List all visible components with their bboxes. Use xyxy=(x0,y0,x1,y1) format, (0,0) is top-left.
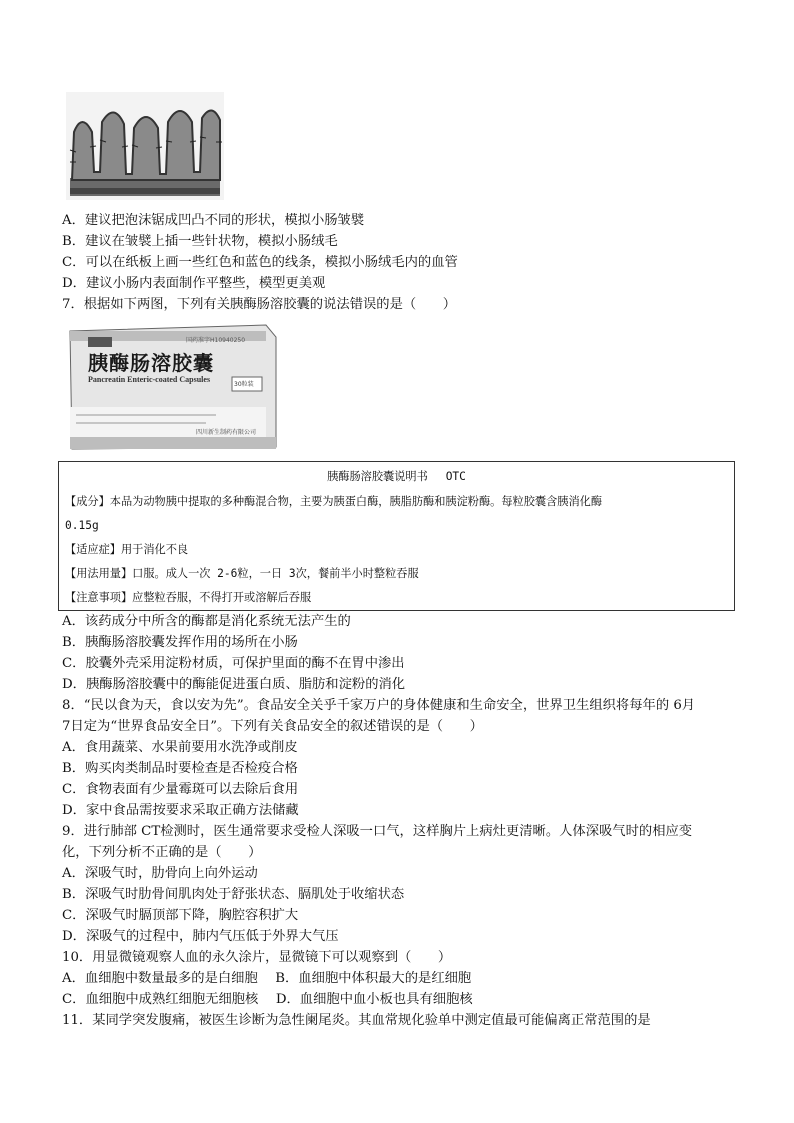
instructions-ingredients: 【成分】本品为动物胰中提取的多种酶混合物，主要为胰蛋白酶，胰脂肪酶和胰淀粉酶。每粒胶囊含胰消化酶 xyxy=(65,495,603,508)
q8-option-a: A．食用蔬菜、水果前要用水洗净或削皮 xyxy=(62,740,298,755)
q10-options-ab: A．血细胞中数量最多的是白细胞 B．血细胞中体积最大的是红细胞 xyxy=(62,971,472,986)
q9-stem-line-2: 化，下列分析不正确的是（ ） xyxy=(62,845,262,860)
q10-stem: 10．用显微镜观察人血的永久涂片，显微镜下可以观察到（ ） xyxy=(62,950,452,965)
q7-stem: 7．根据如下两图，下列有关胰酶肠溶胶囊的说法错误的是（ ） xyxy=(62,297,457,312)
q9-option-b: B．深吸气时肋骨间肌肉处于舒张状态、膈肌处于收缩状态 xyxy=(62,887,405,902)
instructions-indication: 【适应症】用于消化不良 xyxy=(65,543,189,556)
q8-stem-line-2: 7日定为“世界食品安全日”。下列有关食品安全的叙述错误的是（ ） xyxy=(62,719,483,734)
q8-option-d: D．家中食品需按要求采取正确方法储藏 xyxy=(62,803,299,818)
instructions-title: 胰酶肠溶胶囊说明书 OTC xyxy=(327,470,466,483)
q6-option-b: B．建议在皱襞上插一些针状物，模拟小肠绒毛 xyxy=(62,234,338,249)
q6-option-c: C．可以在纸板上画一些红色和蓝色的线条，模拟小肠绒毛内的血管 xyxy=(62,255,458,270)
q7-option-c: C．胶囊外壳采用淀粉材质，可保护里面的酶不在胃中渗出 xyxy=(62,656,405,671)
q7-option-a: A．该药成分中所含的酶都是消化系统无法产生的 xyxy=(62,614,351,629)
box-count-label: 30粒装 xyxy=(234,381,254,388)
q7-option-d: D．胰酶肠溶胶囊中的酶能促进蛋白质、脂肪和淀粉的消化 xyxy=(62,677,406,692)
q9-option-d: D．深吸气的过程中，肺内气压低于外界大气压 xyxy=(62,929,339,944)
q6-option-d: D．建议小肠内表面制作平整些，模型更美观 xyxy=(62,276,326,291)
q11-stem: 11．某同学突发腹痛，被医生诊断为急性阑尾炎。其血常规化验单中测定值最可能偏离正常范围的是 xyxy=(62,1013,651,1028)
instructions-dose-amount: 0.15g xyxy=(65,519,99,532)
q6-option-a: A．建议把泡沫锯成凹凸不同的形状，模拟小肠皱襞 xyxy=(62,213,365,228)
medicine-instructions-box xyxy=(58,461,735,611)
q8-stem-line-1: 8．“民以食为天，食以安为先”。食品安全关乎千家万户的身体健康和生命安全，世界卫生组织将每年的 6月 xyxy=(62,698,696,713)
q8-option-c: C．食物表面有少量霉斑可以去除后食用 xyxy=(62,782,299,797)
q9-stem-line-1: 9．进行肺部 CT检测时，医生通常要求受检人深吸一口气，这样胸片上病灶更清晰。人体深吸气时的相应变 xyxy=(62,824,693,839)
q7-option-b: B．胰酶肠溶胶囊发挥作用的场所在小肠 xyxy=(62,635,298,650)
medicine-box-image xyxy=(66,323,278,451)
box-product-name: 胰酶肠溶胶囊 xyxy=(88,351,214,375)
q10-options-cd: C．血细胞中成熟红细胞无细胞核 D．血细胞中血小板也具有细胞核 xyxy=(62,992,473,1007)
box-approval-number: 国药准字H10940250 xyxy=(186,337,246,344)
q9-option-c: C．深吸气时膈顶部下降，胸腔容积扩大 xyxy=(62,908,299,923)
q9-option-a: A．深吸气时，肋骨向上向外运动 xyxy=(62,866,258,881)
box-product-english: Pancreatin Enteric-coated Capsules xyxy=(88,375,211,384)
box-manufacturer: 四川新生制药有限公司 xyxy=(196,429,257,436)
q8-option-b: B．购买肉类制品时要检查是否检疫合格 xyxy=(62,761,298,776)
instructions-usage: 【用法用量】口服。成人一次 2-6粒，一日 3次，餐前半小时整粒吞服 xyxy=(65,567,419,580)
instructions-precautions: 【注意事项】应整粒吞服，不得打开或溶解后吞服 xyxy=(65,591,312,604)
intestine-model-image xyxy=(66,92,224,200)
